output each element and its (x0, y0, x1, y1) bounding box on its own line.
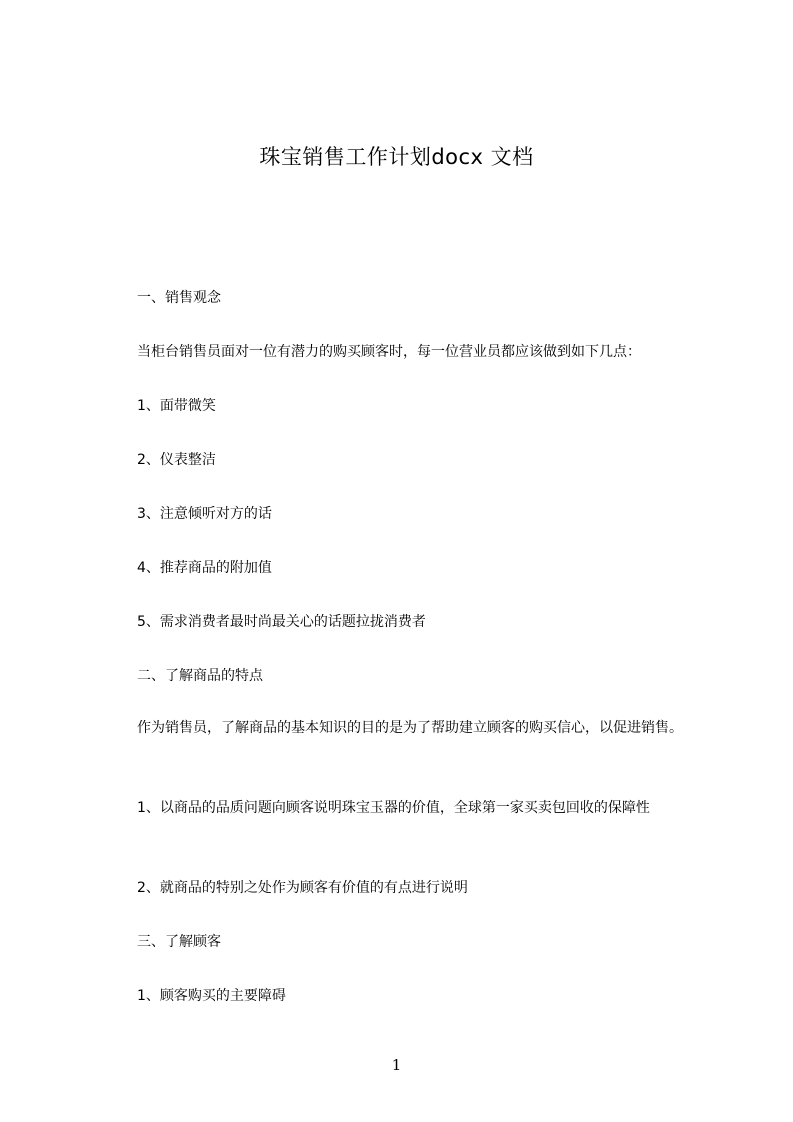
section-heading-sales-concept: 一、销售观念 (137, 290, 221, 306)
list-item-special-features: 2、就商品的特别之处作为顾客有价值的有点进行说明 (137, 880, 468, 896)
list-item-trending-topics: 5、需求消费者最时尚最关心的话题拉拢消费者 (137, 614, 426, 630)
section-heading-product-features: 二、了解商品的特点 (137, 668, 263, 684)
list-item-added-value: 4、推荐商品的附加值 (137, 560, 272, 576)
paragraph-sales-intro: 当柜台销售员面对一位有潜力的购买顾客时，每一位营业员都应该做到如下几点： (137, 344, 641, 360)
list-item-appearance: 2、仪表整洁 (137, 452, 216, 468)
paragraph-product-knowledge: 作为销售员，了解商品的基本知识的目的是为了帮助建立顾客的购买信心，以促进销售。 (137, 720, 683, 736)
document-title: 珠宝销售工作计划docx 文档 (259, 145, 534, 169)
list-item-listen: 3、注意倾听对方的话 (137, 506, 272, 522)
list-item-smile: 1、面带微笑 (137, 398, 216, 414)
section-heading-know-customer: 三、了解顾客 (137, 934, 221, 950)
list-item-quality: 1、以商品的品质问题向顾客说明珠宝玉器的价值，全球第一家买卖包回收的保障性 (137, 800, 650, 816)
page-number: 1 (391, 1056, 402, 1074)
list-item-purchase-obstacles: 1、顾客购买的主要障碍 (137, 988, 286, 1004)
